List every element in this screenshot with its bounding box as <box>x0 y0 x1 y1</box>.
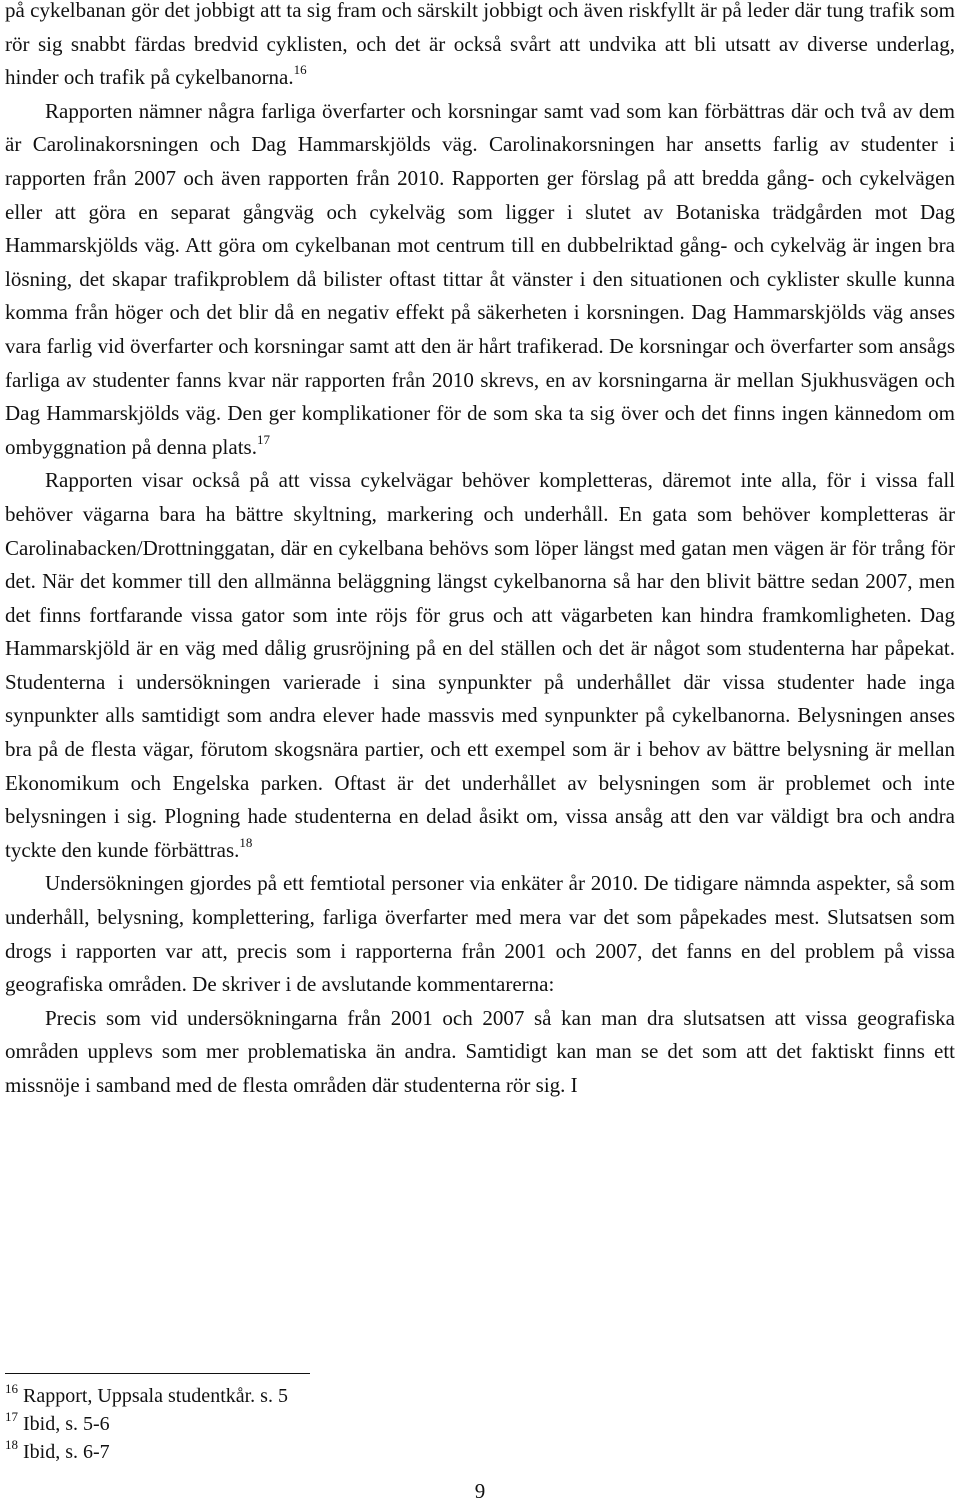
footnote-16 <box>5 1382 288 1410</box>
footnote-number: 17 <box>5 1409 18 1425</box>
paragraph-text: Undersökningen gjordes på ett femtiotal personer via enkäter år 2010. De tidigare nämnda aspekter, så som underhåll, belysning, komplettering, farliga överfarter med mera var det som påpekades mest. Slutsatsen som drogs i rapporten var att, precis som i rapporterna från 2001 och 2007, det fanns en del problem på vissa geografiska områden. De skriver i de avslutande kommentarerna: <box>5 871 955 997</box>
paragraph-2 <box>5 95 955 465</box>
paragraph-1 <box>5 0 955 95</box>
paragraph-text: Rapporten nämner några farliga överfarter och korsningar samt vad som kan förbättras där och två av dem är Carolinakorsningen och Dag Hammarskjölds väg. Carolinakorsningen har ansetts farlig av studenter i rapporten från 2007 och även rapporten från 2010. Rapporten ger förslag på att bredda gång- och cykelvägen eller att göra en separat gångväg och cykelväg som ligger i slutet av Botaniska trädgården mot Dag Hammarskjölds väg. Att göra om cykelbanan mot centrum till en dubbelriktad gång- och cykelväg är ingen bra lösning, det skapar trafikproblem då bilister oftast tittar åt vänster i den situationen och cyklister skulle kunna komma från höger och det blir då en negativ effekt på säkerheten i korsningen. Dag Hammarskjölds väg anses vara farlig vid överfarter och korsningar samt att den är hårt trafikerad. De korsningar och överfarter som ansågs farliga av studenter fanns kvar när rapporten från 2010 skrevs, en av korsningarna är mellan Sjukhusvägen och Dag Hammarskjölds väg. Den ger komplikationer för de som ska ta sig över och det finns ingen kännedom om ombyggnation på denna plats. <box>5 98 955 459</box>
footnote-ref-16: 16 <box>293 62 307 78</box>
footnote-text: Ibid, s. 5-6 <box>23 1413 110 1435</box>
footnote-text: Rapport, Uppsala studentkår. s. 5 <box>23 1385 288 1407</box>
footnote-text: Ibid, s. 6-7 <box>23 1441 110 1463</box>
footnote-separator <box>5 1373 310 1374</box>
footnote-ref-18: 18 <box>239 834 253 850</box>
paragraph-text: Precis som vid undersökningarna från 2001 och 2007 så kan man dra slutsatsen att vissa geografiska områden upplevs som mer problematiska än andra. Samtidigt kan man se det som att det faktiskt finns ett missnöje i samband med de flesta områden där studenterna rör sig. I <box>5 1005 955 1097</box>
page-number: 9 <box>474 1479 486 1503</box>
paragraph-text: Rapporten visar också på att vissa cykelvägar behöver kompletteras, däremot inte alla, för i vissa fall behöver vägarna bara ha bättre skyltning, markering och underhåll. En gata som behöver kompletteras är Carolinabacken/Drottninggatan, där en cykelbana behövs som löper längst med gatan men vägen är för trång för det. När det kommer till den allmänna beläggning längst cykelbanorna så har den blivit bättre sedan 2007, men det finns fortfarande vissa gator som inte röjs för grus och att vägarbeten kan hindra framkomligheten. Dag Hammarskjöld är en väg med dålig grusröjning på en del ställen och det är något som studenterna har påpekat. Studenterna i undersökningen varierade i sina synpunkter på underhållet där vissa studenter hade inga synpunkter alls samtidigt som andra elever hade massvis med synpunkter på cykelbanorna. Belysningen anses bra på de flesta vägar, förutom skogsnära partier, och ett exempel som är i behov av bättre belysning är mellan Ekonomikum och Engelska parken. Oftast är det underhållet av belysningen som är problemet och inte belysningen i sig. Plogning hade studenterna en delad åsikt om, vissa ansåg att den var väldigt bra och andra tyckte den kunde förbättras. <box>5 468 955 862</box>
footnotes <box>5 1382 288 1466</box>
paragraph-4 <box>5 867 955 1001</box>
footnote-number: 18 <box>5 1437 18 1453</box>
footnote-17 <box>5 1410 288 1438</box>
footnote-ref-17: 17 <box>256 431 270 447</box>
paragraph-3 <box>5 464 955 867</box>
paragraph-5 <box>5 1002 955 1103</box>
body-text <box>5 0 955 1103</box>
paragraph-text: på cykelbanan gör det jobbigt att ta sig fram och särskilt jobbigt och även riskfyllt är på leder där tung trafik som rör sig snabbt färdas bredvid cyklisten, och det är också svårt att undvika att bli utsatt av diverse underlag, hinder och trafik på cykelbanorna. <box>5 0 955 90</box>
document-page <box>5 0 955 1503</box>
footnote-number: 16 <box>5 1381 18 1397</box>
footnote-18 <box>5 1438 288 1466</box>
